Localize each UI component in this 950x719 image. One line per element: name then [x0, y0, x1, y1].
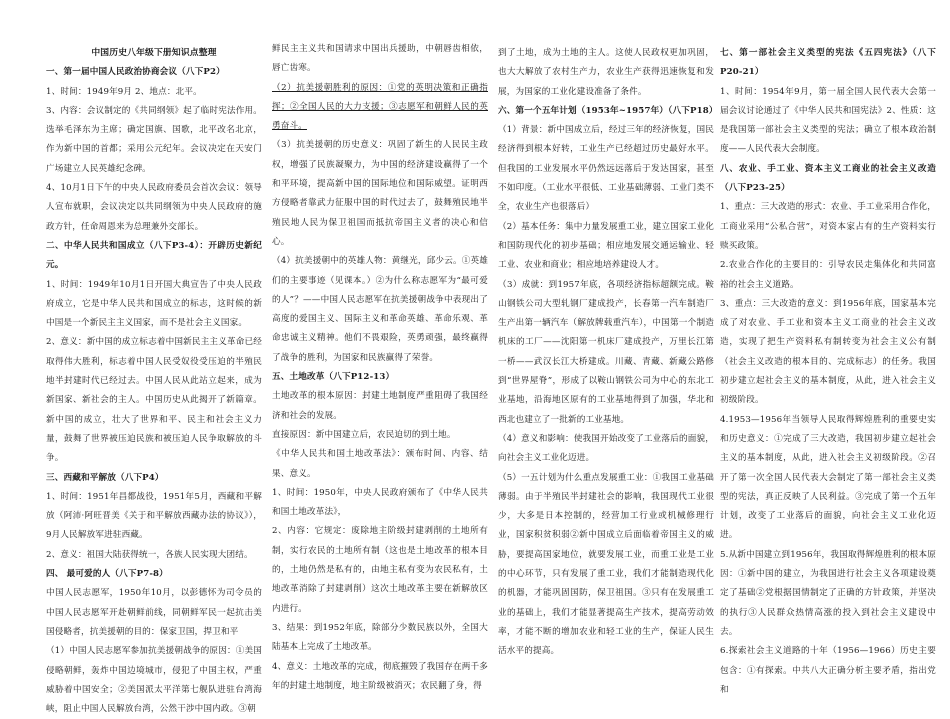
paragraph: （2）基本任务：集中力量发展重工业，建立国家工业化和国防现代化的初步基础；相应地发展交通运输业、轻工业、农业和商业；相应地培养建设人才。 — [498, 221, 714, 271]
section-heading: 二、中华人民共和国成立（八下P3-4）：开辟历史新纪元。 — [46, 240, 262, 271]
column-2 — [272, 40, 488, 696]
paragraph: 《中华人民共和国土地改革法》：颁布时间、内容、结果、意义。 — [272, 449, 488, 479]
paragraph: 1、重点：三大改造的形式：农业、手工业采用合作化，工商业采用“公私合营”，对资本家占有的生产资料实行赎买政策。 — [720, 202, 936, 251]
paragraph: 5.从新中国建立到1956年，我国取得辉煌胜利的根本原因：①新中国的建立，为我国进行社会主义各项建设奠定了基础②党根据国情制定了正确的方针政策，并坚决的执行③人民群众热情高涨的投入到社会主义建设中去。 — [720, 549, 936, 637]
paragraph: 2、意义：祖国大陆获得统一，各族人民实现大团结。 — [46, 549, 253, 560]
paragraph: （3）抗美援朝的历史意义：巩固了新生的人民民主政权，增强了民族凝聚力，为中国的经济建设赢得了一个和平环境，提高新中国的国际地位和国际威望。证明西方侵略者靠武力征服中国的时代过去了，鼓舞殖民地半殖民地人民为保卫祖国而抵抗帝国主义者的决心和信心。 — [272, 140, 488, 247]
section-heading: 七、第一部社会主义类型的宪法《五四宪法》（八下P20-21） — [720, 48, 936, 78]
paragraph: （4）意义和影响：使我国开始改变了工业落后的面貌，向社会主义工业化迈进。 — [498, 433, 714, 464]
section-heading: 一、第一届中国人民政治协商会议（八下P2） — [46, 67, 225, 78]
paragraph: 鲜民主主义共和国请求中国出兵援助，中朝唇齿相依，唇亡齿寒。 — [272, 44, 488, 74]
paragraph: 中国人民志愿军，1950年10月，以彭德怀为司令员的中国人民志愿军开赴朝鲜前线，同朝鲜军民一起抗击美国侵略者，抗美援朝的目的：保家卫国，捍卫和平 — [46, 588, 262, 637]
column-4 — [720, 44, 936, 700]
document-title: 中国历史八年级下册知识点整理 — [91, 48, 217, 58]
paragraph: 3、结果：到1952年底，除部分少数民族以外，全国大陆基本上完成了土地改革。 — [272, 622, 488, 653]
paragraph: 1、时间：1951年昌都战役，1951年5月，西藏和平解放（阿沛·阿旺晋美《关于和平解放西藏办法的协议》），9月人民解放军进驻西藏。 — [46, 491, 262, 541]
paragraph: （2）抗美援朝胜利的原因：①党的英明决策和正确指挥；②全国人民的大力支援；③志愿军和朝鲜人民的英勇奋斗。 — [272, 82, 488, 132]
paragraph: 到了土地，成为土地的主人。这使人民政权更加巩固，也大大解放了农村生产力，农业生产获得迅速恢复和发展，为国家的工业化建设准备了条件。 — [498, 48, 714, 97]
paragraph: 2、内容：它规定：废除地主阶级封建剥削的土地所有制，实行农民的土地所有制（这也是土地改革的根本目的，土地仍然是私有的，由地主私有变为农民私有，土地改革消除了封建剥削）这次土地改革主要在新解放区内进行。 — [272, 526, 488, 614]
column-1 — [46, 44, 262, 719]
paragraph: 直接原因：新中国建立后，农民迫切的到土地。 — [272, 429, 456, 440]
section-heading: 五、土地改革（八下P12-13） — [272, 372, 395, 383]
paragraph: （5）一五计划为什么重点发展重工业：①我国工业基础薄弱。由于半殖民半封建社会的影响，我国现代工业很少，大多是日本控制的，经营加工行业或机械修理行业，国家积贫积弱②新中国成立后面临着帝国主义的威胁，要提高国家地位，就要发展工业，而重工业是工业的中心环节，只有发展了重工业，我们才能制造现代化的机器，才能巩固国防，保卫祖国。③只有在发展重工业的基础上，我们才能显著提高生产技术，提高劳动效率，才能不断的增加农业和轻工业的生产，保证人民生活水平的提高。 — [498, 472, 714, 657]
paragraph: 土地改革的根本原因：封建土地制度严重阻碍了我国经济和社会的发展。 — [272, 391, 488, 421]
section-heading: 四、 最可爱的人（八下P7-8） — [46, 569, 168, 580]
paragraph: 4.1953—1956年当领导人民取得辉煌胜利的重要史实和历史意义：①完成了三大改造，我国初步建立起社会主义的基本制度，从此，进入社会主义初级阶段。②召开了第一次全国人民代表大会制定了第一部社会主义类型的宪法，真正反映了人民利益。③完成了第一个五年计划，改变了工业落后的面貌，向社会主义工业化迈进。 — [720, 414, 936, 541]
paragraph: 6.探索社会主义道路的十年（1956—1966）历史主要包含：①有探索。中共八大正确分析主要矛盾，指出党和 — [720, 646, 936, 695]
paragraph: 1、时间：1950年，中央人民政府颁布了《中华人民共和国土地改革法》， — [272, 487, 488, 518]
paragraph: （4）抗美援朝中的英雄人物：黄继光，邱少云。①英雄们的主要事迹（见课本。）②为什么称志愿军为“最可爱的人”？——中国人民志愿军在抗美援朝战争中表现出了高度的爱国主义、国际主义和革命英雄、革命乐观、革命忠诚主义精神。他们不畏艰险，英勇顽强，最终赢得了战争的胜利，为国家和民族赢得了荣誉。 — [272, 256, 488, 363]
paragraph: （1）背景：新中国成立后，经过三年的经济恢复，国民经济得到根本好转，工业生产已经超过历史最好水平。但我国的工业发展水平仍然远远落后于发达国家，甚至不如印度。（工业水平很低、工业基础薄弱、工业门类不全，农业生产也很落后） — [498, 125, 714, 213]
paragraph: （3）成就：到1957年底，各项经济指标超额完成。鞍山钢铁公司大型轧钢厂建成投产，长春第一汽车制造厂生产出第一辆汽车（解放牌载重汽车），中国第一个制造机床的工厂——沈阳第一机床厂建成投产，万里长江第一桥——武汉长江大桥建成。川藏、青藏、新藏公路修到“世界屋脊”，形成了以鞍山钢铁公司为中心的东北工业基地，沿海地区原有的工业基地得到了加强，华北和西北也建立了一批新的工业基地。 — [498, 279, 714, 425]
paragraph: 2.农业合作化的主要目的：引导农民走集体化和共同富裕的社会主义道路。 — [720, 260, 936, 290]
column-3 — [498, 44, 718, 662]
paragraph: 3、重点：三大改造的意义：到1956年底，国家基本完成了对农业、手工业和资本主义工商业的社会主义改造，实现了把生产资料私有制转变为社会主义公有制（社会主义改造的根本目的、完成标志）的任务。我国初步建立起社会主义的基本制度，从此，进入社会主义初级阶段。 — [720, 298, 936, 406]
paragraph: 1、时间：1954年9月，第一届全国人民代表大会第一届会议讨论通过了《中华人民共和国宪法》2、性质：这是我国第一部社会主义类型的宪法；确立了根本政治制度——人民代表大会制度。 — [720, 86, 936, 155]
paragraph: 3、内容：会议制定的《共同纲领》起了临时宪法作用。选举毛泽东为主席；确定国旗、国歌，北平改名北京，作为新中国的首都；采用公元纪年。会议决定在天安门广场建立人民英雄纪念碑。 — [46, 105, 262, 174]
section-heading: 六、第一个五年计划（1953年~1957年）（八下P18） — [498, 105, 718, 116]
paragraph: 4、意义：土地改革的完成，彻底摧毁了我国存在两千多年的封建土地制度，地主阶级被消灭；农民翻了身，得 — [272, 661, 488, 691]
paragraph: 1、时间：1949年9月 2、地点：北平。 — [46, 86, 202, 97]
paragraph: 1、时间：1949年10月1日开国大典宣告了中央人民政府成立，它是中华人民共和国成立的标志，这时候的新中国是一个新民主主义国家，而不是社会主义国家。 — [46, 279, 262, 329]
paragraph: 2、意义：新中国的成立标志着中国新民主主义革命已经取得伟大胜利，标志着中国人民受奴役受压迫的半殖民地半封建时代已经过去。中国人民从此站立起来，成为新国家、新社会的主人。中国历史从此揭开了新篇章。新中国的成立，壮大了世界和平、民主和社会主义力量，鼓舞了世界被压迫民族和被压迫人民争取解放的斗争。 — [46, 337, 262, 464]
section-heading: 八、农业、手工业、资本主义工商业的社会主义改造（八下P23-25） — [720, 163, 936, 194]
paragraph: （1）中国人民志愿军参加抗美援朝战争的原因：①美国侵略朝鲜，轰炸中国边境城市，侵犯了中国主权，严重威胁着中国安全；②美国派太平洋第七舰队进驻台湾海峡，阻止中国人民解放台湾，公然干涉中国内政。③朝 — [46, 646, 262, 715]
paragraph: 4、10月1日下午的中央人民政府委员会首次会议：领导人宣布就职，会议决定以共同纲领为中央人民政府的施政方针，任命周恩来为总理兼外交部长。 — [46, 183, 262, 232]
section-heading: 三、西藏和平解放（八下P4） — [46, 472, 164, 483]
